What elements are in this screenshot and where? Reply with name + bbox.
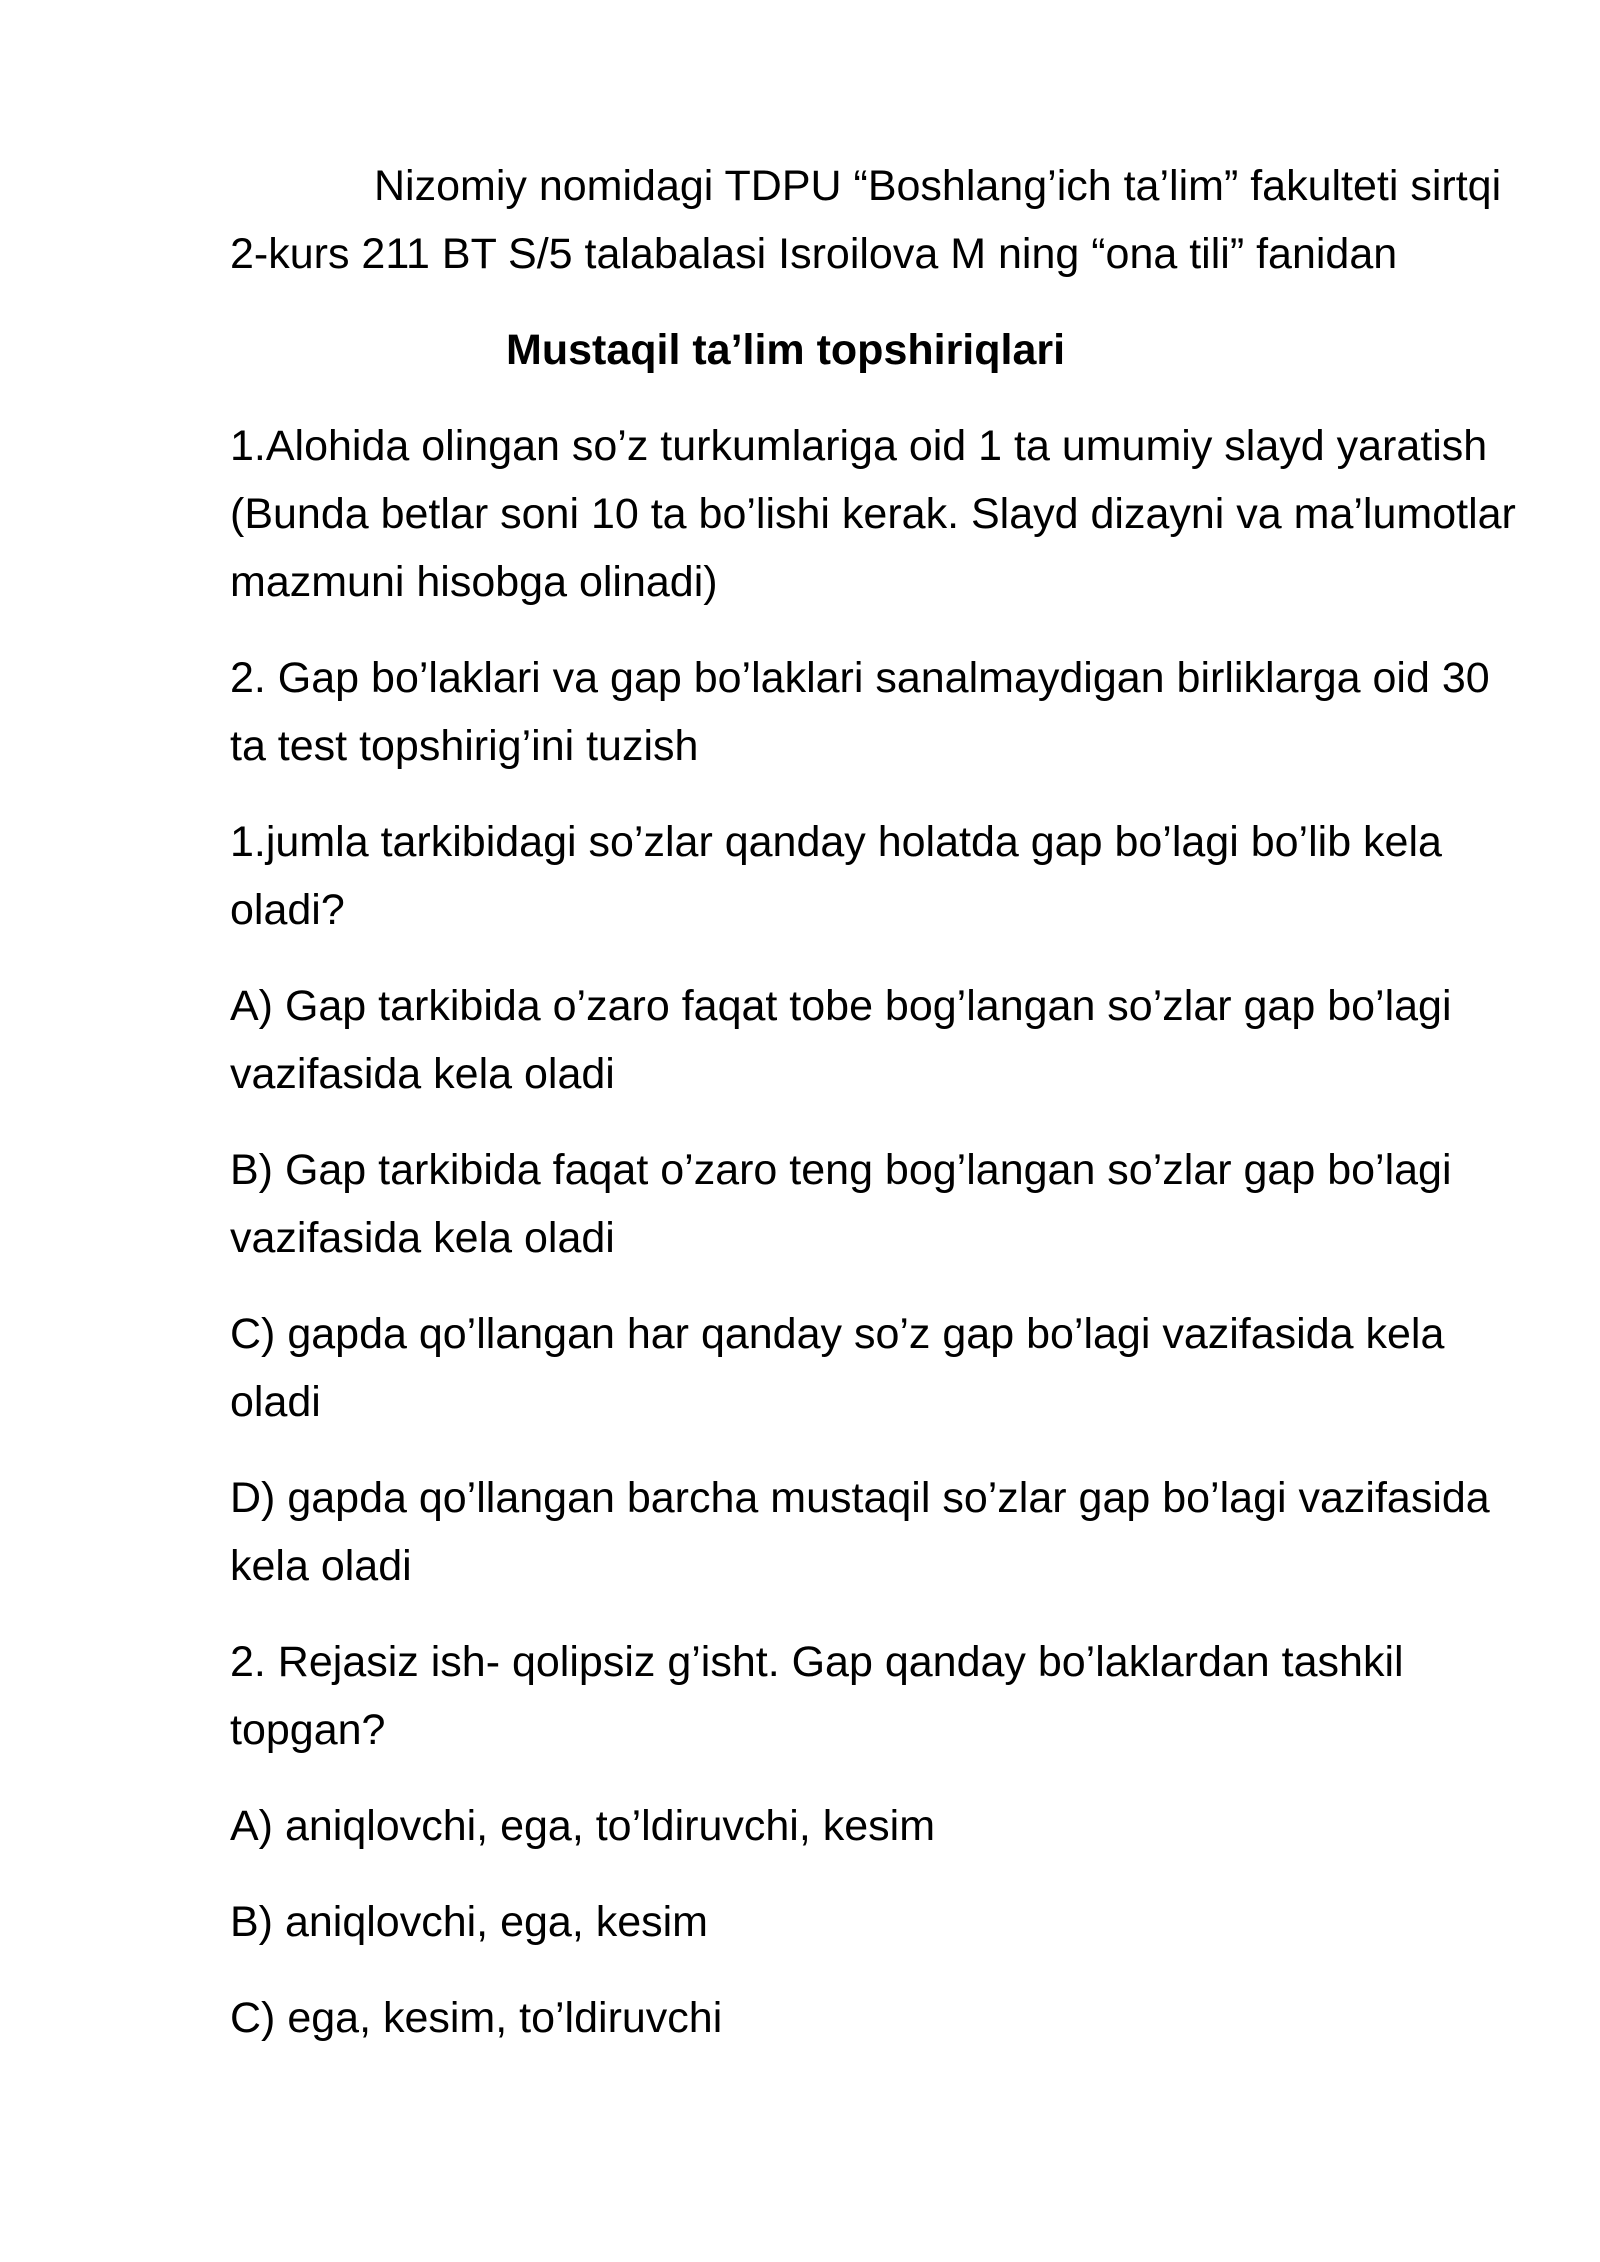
question-1-option-c: C) gapda qo’llangan har qanday so’z gap bo’lagi vazifasida kela oladi [230, 1310, 1445, 1426]
question-1-option-b: B) Gap tarkibida faqat o’zaro teng bog’langan so’zlar gap bo’lagi vazifasida kela oladi [230, 1146, 1452, 1262]
question-2-option-c: C) ega, kesim, to’ldiruvchi [230, 1994, 723, 2042]
question-2-option-a: A) aniqlovchi, ega, to’ldiruvchi, kesim [230, 1802, 936, 1850]
question-2-option-b: B) aniqlovchi, ega, kesim [230, 1898, 708, 1946]
document-body [230, 152, 1520, 2080]
question-1-option-a: A) Gap tarkibida o’zaro faqat tobe bog’langan so’zlar gap bo’lagi vazifasida kela oladi [230, 982, 1452, 1098]
document-title: Mustaqil ta’lim topshiriqlari [506, 326, 1066, 374]
question-1-option-d: D) gapda qo’llangan barcha mustaqil so’zlar gap bo’lagi vazifasida kela oladi [230, 1474, 1490, 1590]
question-2: 2. Rejasiz ish- qolipsiz g’isht. Gap qanday bo’laklardan tashkil topgan? [230, 1638, 1404, 1754]
task-item-1: 1.Alohida olingan so’z turkumlariga oid 1 ta umumiy slayd yaratish (Bunda betlar soni 10 ta bo’lishi kerak. Slayd dizayni va ma’lumotlar mazmuni hisobga olinadi) [230, 422, 1516, 606]
task-item-2: 2. Gap bo’laklari va gap bo’laklari sanalmaydigan birliklarga oid 30 ta test topshirig’ini tuzish [230, 654, 1490, 770]
document-header: Nizomiy nomidagi TDPU “Boshlang’ich ta’lim” fakulteti sirtqi 2-kurs 211 BT S/5 talabalasi Isroilova M ning “ona tili” fanidan [230, 162, 1502, 278]
question-1: 1.jumla tarkibidagi so’zlar qanday holatda gap bo’lagi bo’lib kela oladi? [230, 818, 1442, 934]
